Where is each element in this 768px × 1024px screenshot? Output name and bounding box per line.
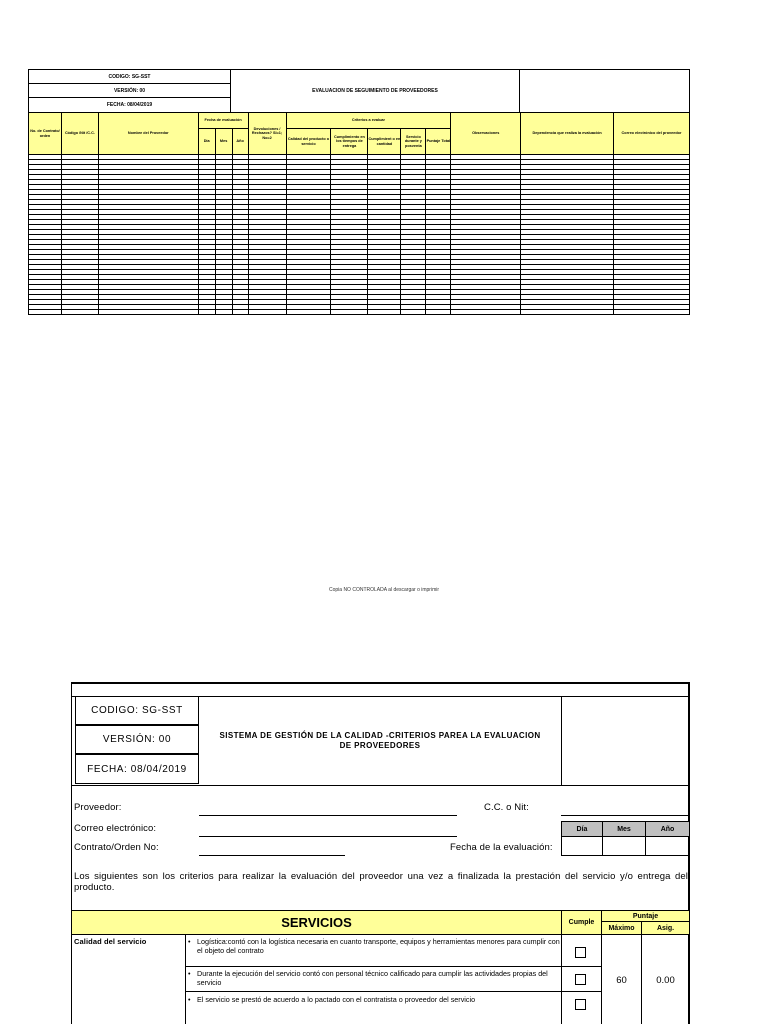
anio-field[interactable] bbox=[645, 836, 690, 856]
calidad-cell bbox=[71, 934, 186, 1024]
form-title-line2: DE PROVEEDORES bbox=[339, 740, 421, 750]
col-devoluciones: Devoluciones / Rechazos? SI=1; No=2 bbox=[248, 113, 286, 155]
col-puntaje: Puntaje Total bbox=[426, 129, 451, 155]
uncontrolled-copy-note: Copia NO CONTROLADA al descargar o imprimir bbox=[328, 587, 440, 593]
dia-header: Día bbox=[561, 821, 603, 837]
col-no-contrato: No. de Contrato/ orden bbox=[29, 113, 62, 155]
fecha-cell: FECHA: 08/04/2019 bbox=[28, 97, 231, 113]
table-row bbox=[29, 310, 690, 315]
calidad-label: Calidad del servicio bbox=[74, 937, 147, 946]
fecha-box: FECHA: 08/04/2019 bbox=[75, 754, 199, 784]
col-correo: Correo electrónico del proveedor bbox=[614, 113, 690, 155]
table-cell[interactable] bbox=[61, 310, 98, 315]
version-box: VERSIÓN: 00 bbox=[75, 725, 199, 754]
col-cumplimiento-cantidad: Cumplimient o en cantidad bbox=[368, 129, 401, 155]
col-nombre: Nombre del Proveedor bbox=[98, 113, 198, 155]
table-cell[interactable] bbox=[198, 310, 215, 315]
col-criterios: Criterios a evaluar bbox=[286, 113, 451, 129]
table-cell[interactable] bbox=[451, 310, 521, 315]
dia-field[interactable] bbox=[561, 836, 603, 856]
col-mes: Mes bbox=[215, 129, 232, 155]
cumple-header: Cumple bbox=[561, 910, 602, 935]
table-cell[interactable] bbox=[331, 310, 368, 315]
form-title bbox=[199, 696, 561, 785]
proveedor-label: Proveedor: bbox=[74, 802, 122, 813]
correo-label: Correo electrónico: bbox=[74, 823, 157, 834]
cumple-checkbox[interactable] bbox=[575, 947, 586, 958]
codigo-cell: CODIGO: SG-SST bbox=[28, 69, 231, 84]
puntaje-header: Puntaje bbox=[601, 910, 690, 922]
table-cell[interactable] bbox=[248, 310, 286, 315]
table-cell[interactable] bbox=[521, 310, 614, 315]
maximo-header: Máximo bbox=[601, 921, 642, 935]
sheet-header bbox=[28, 69, 690, 112]
cumple-checkbox[interactable] bbox=[575, 974, 586, 985]
fecha-eval-label: Fecha de la evaluación: bbox=[450, 842, 553, 853]
logo-cell bbox=[519, 69, 690, 113]
col-observaciones: Observaciones bbox=[451, 113, 521, 155]
criterion-text: • Logística:contó con la logística necesaria en cuanto transporte, equipos y herramientas menores para cumplir con el objeto del contrato bbox=[185, 937, 561, 955]
evaluation-sheet bbox=[28, 69, 690, 339]
contrato-label: Contrato/Orden No: bbox=[74, 842, 159, 853]
proveedor-field[interactable] bbox=[199, 815, 457, 816]
anio-header: Año bbox=[645, 821, 690, 837]
table-cell[interactable] bbox=[232, 310, 248, 315]
table-cell[interactable] bbox=[215, 310, 232, 315]
version-cell: VERSIÓN: 00 bbox=[28, 83, 231, 98]
form-title-line1: SISTEMA DE GESTIÓN DE LA CALIDAD -CRITERIOS PAREA LA EVALUACION bbox=[219, 730, 541, 740]
table-cell[interactable] bbox=[98, 310, 198, 315]
criterion-text: • El servicio se prestó de acuerdo a lo pactado con el contratista o proveedor del servicio bbox=[185, 995, 561, 1004]
col-fecha-eval: Fecha de evaluación bbox=[198, 113, 248, 129]
intro-text: Los siguientes son los criterios para realizar la evaluación del proveedor una vez a finalizada la prestación del servicio y/o entrega del producto. bbox=[74, 871, 688, 893]
col-dependencia: Dependencia que realiza la evaluación bbox=[521, 113, 614, 155]
table-cell[interactable] bbox=[426, 310, 451, 315]
nit-field[interactable] bbox=[561, 815, 690, 816]
col-anio: Año bbox=[232, 129, 248, 155]
table-cell[interactable] bbox=[401, 310, 426, 315]
col-codigo-nit: Código /Nit /C.C. bbox=[61, 113, 98, 155]
nit-label: C.C. o Nit: bbox=[484, 802, 529, 813]
cumple-checkbox[interactable] bbox=[575, 999, 586, 1010]
evaluation-table bbox=[28, 112, 690, 315]
servicios-header: SERVICIOS bbox=[281, 915, 352, 930]
divider bbox=[71, 785, 690, 786]
col-calidad: Calidad del producto o servicio bbox=[286, 129, 331, 155]
correo-field[interactable] bbox=[199, 836, 457, 837]
mes-header: Mes bbox=[602, 821, 646, 837]
table-cell[interactable] bbox=[368, 310, 401, 315]
table-cell[interactable] bbox=[614, 310, 690, 315]
codigo-box: CODIGO: SG-SST bbox=[75, 696, 199, 725]
criteria-form bbox=[71, 682, 690, 1024]
contrato-field[interactable] bbox=[199, 855, 345, 856]
maximo-value: 60 bbox=[601, 934, 642, 1024]
asig-value: 0.00 bbox=[641, 934, 690, 1024]
table-cell[interactable] bbox=[286, 310, 331, 315]
mes-field[interactable] bbox=[602, 836, 646, 856]
col-dia: Dia bbox=[198, 129, 215, 155]
asig-header: Asig. bbox=[641, 921, 690, 935]
col-cumplimiento-tiempos: Cumplimiento en los tiempos de entrega bbox=[331, 129, 368, 155]
criterion-text: • Durante la ejecución del servicio contó con personal técnico calificado para cumplir las actividades propias del servicio bbox=[185, 969, 561, 987]
sheet-title: EVALUACION DE SEGUIMIENTO DE PROVEEDORES bbox=[230, 69, 520, 113]
col-servicio: Servicio durante y posventa bbox=[401, 129, 426, 155]
table-cell[interactable] bbox=[29, 310, 62, 315]
